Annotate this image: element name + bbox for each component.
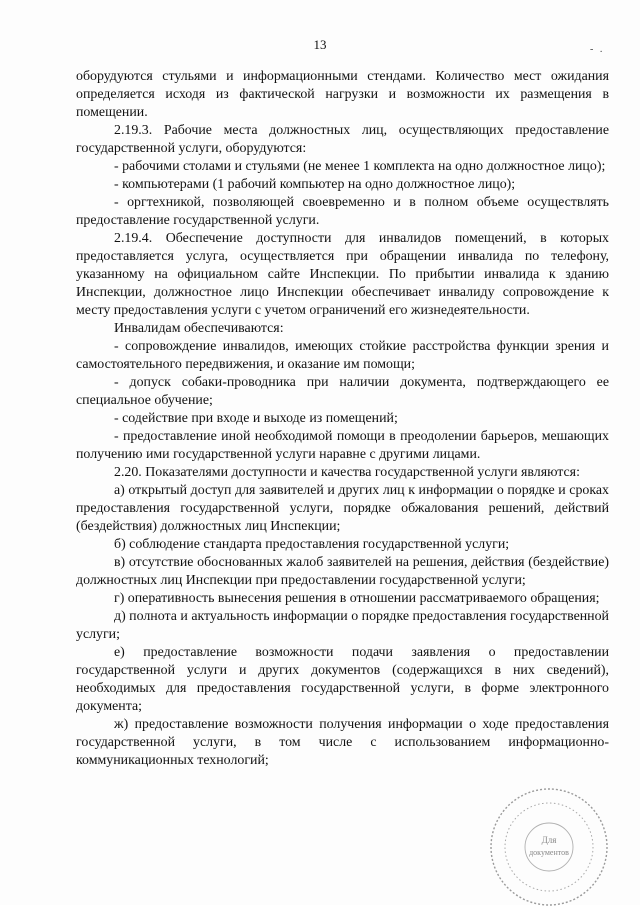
paragraph: д) полнота и актуальность информации о порядке предоставления государственной услуги;: [76, 609, 609, 642]
document-body: [76, 68, 609, 770]
paragraph: б) соблюдение стандарта предоставления государственной услуги;: [114, 537, 510, 552]
paragraph: Инвалидам обеспечиваются:: [114, 321, 284, 336]
paragraph: - оргтехникой, позволяющей своевременно и в полном объеме осуществлять предоставление государственной услуги.: [76, 195, 609, 228]
stamp-text-1: Для: [541, 835, 557, 845]
paragraph: в) отсутствие обоснованных жалоб заявителей на решения, действия (бездействие) должностных лиц Инспекции при предоставлении государственной услуги;: [76, 555, 609, 588]
paragraph: 2.19.3. Рабочие места должностных лиц, осуществляющих предоставление государственной услуги, оборудуются:: [76, 123, 609, 156]
page-number: 13: [313, 37, 327, 52]
paragraph: - допуск собаки-проводника при наличии документа, подтверждающего ее специальное обучение;: [76, 375, 609, 408]
stamp-text-2: документов: [529, 848, 569, 857]
paragraph: - рабочими столами и стульями (не менее 1 комплекта на одно должностное лицо);: [114, 159, 606, 174]
paragraph: 2.19.4. Обеспечение доступности для инвалидов помещений, в которых предоставляется услуга, осуществляется при обращении инвалида по телефону, указанному на официальном сайте Инспекции. По прибытии инвалида к зданию Инспекции, должностное лицо Инспекции обеспечивает инвалиду сопровождение к месту предоставления услуги с учетом ограничений его жизнедеятельности.: [76, 231, 609, 318]
paragraph: г) оперативность вынесения решения в отношении рассматриваемого обращения;: [114, 591, 600, 606]
paragraph: а) открытый доступ для заявителей и других лиц к информации о порядке и сроках предоставления государственной услуги, порядке обжалования решений, действий (бездействия) должностных лиц Инспекции;: [76, 483, 609, 534]
paragraph: оборудуются стульями и информационными стендами. Количество мест ожидания определяется исходя из фактической нагрузки и возможности их размещения в помещении.: [76, 69, 609, 120]
paragraph: 2.20. Показателями доступности и качества государственной услуги являются:: [114, 465, 580, 480]
paragraph: - содействие при входе и выходе из помещений;: [114, 411, 398, 426]
official-stamp: [488, 786, 610, 908]
paragraph: - компьютерами (1 рабочий компьютер на одно должностное лицо);: [114, 177, 516, 192]
paragraph: е) предоставление возможности подачи заявления о предоставлении государственной услуги и других документов (содержащихся в них сведений), необходимых для предоставления государственной услуги, в форме электронного документа;: [76, 645, 609, 714]
paragraph: ж) предоставление возможности получения информации о ходе предоставления государственной услуги, в том числе с использованием информационно-коммуникационных технологий;: [76, 717, 609, 768]
corner-mark: - .: [590, 44, 605, 55]
paragraph: - сопровождение инвалидов, имеющих стойкие расстройства функции зрения и самостоятельного передвижения, и оказание им помощи;: [76, 339, 609, 372]
paragraph: - предоставление иной необходимой помощи в преодолении барьеров, мешающих получению ими государственной услуги наравне с другими лицами.: [76, 429, 609, 462]
